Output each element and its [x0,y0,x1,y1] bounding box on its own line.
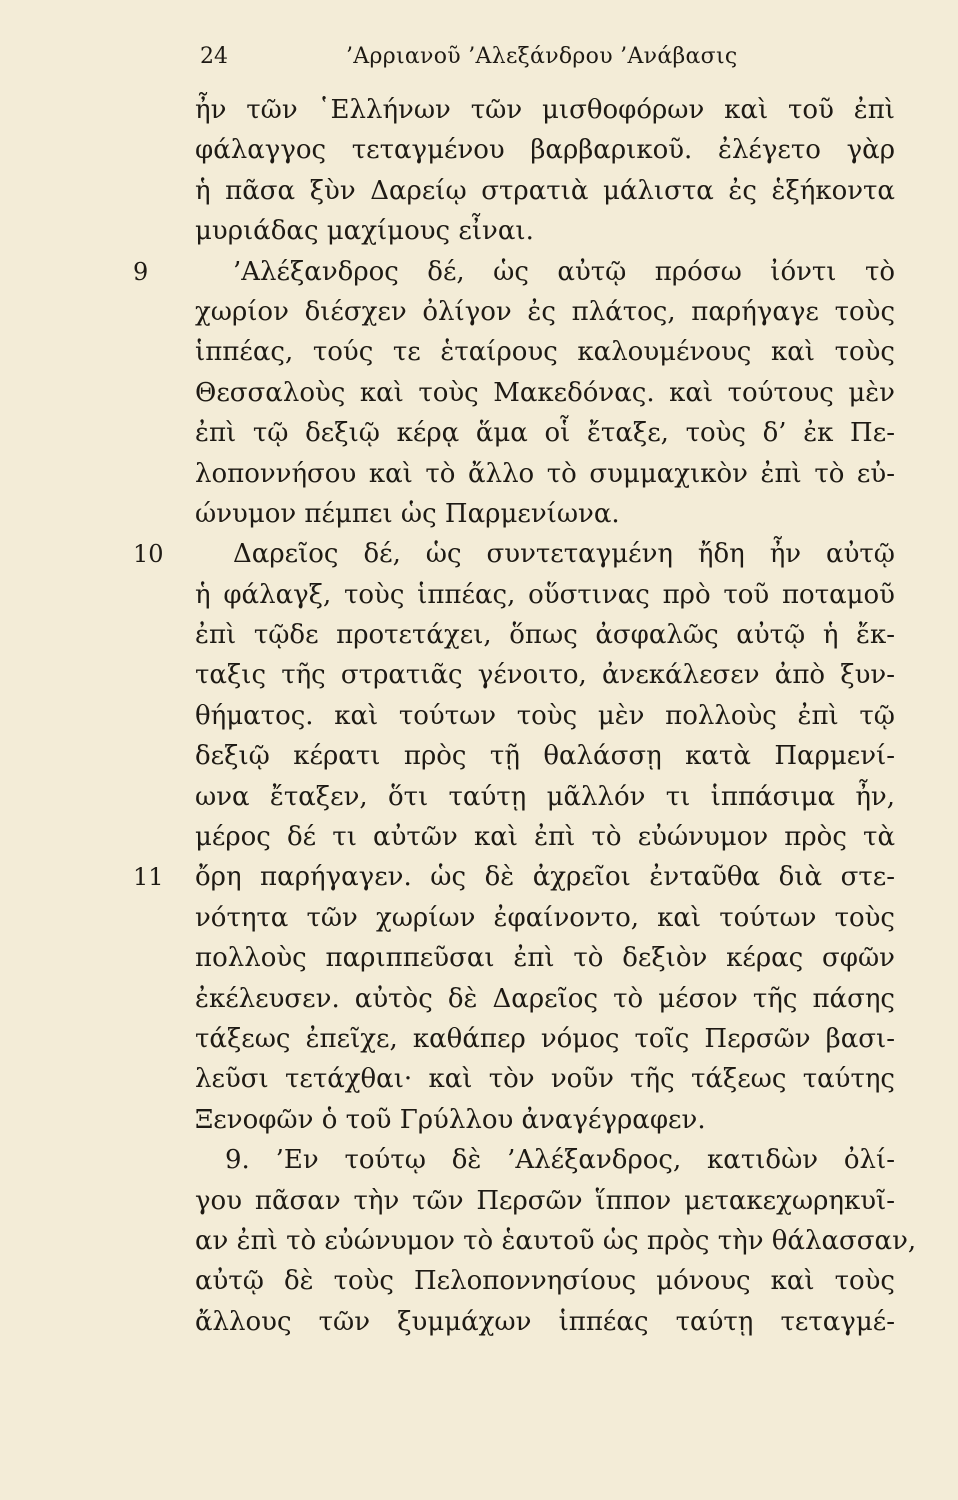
text-line [195,817,895,857]
text-line [195,1261,895,1301]
line-text: λοποννήσου καὶ τὸ ἄλλο τὸ συμμαχικὸν ἐπὶ τὸ εὐ- [195,458,895,489]
text-line [195,413,895,453]
text-line [195,373,895,413]
text-line [133,534,895,574]
text-line [195,575,895,615]
text-line [195,1059,895,1099]
text-line [195,1140,895,1180]
text-line [195,454,895,494]
line-text: ἄλλους τῶν ξυμμάχων ἱππέας ταύτῃ τεταγμέ- [195,1306,895,1337]
text-line [195,615,895,655]
text-line [195,736,895,776]
line-text: δεξιῷ κέρατι πρὸς τῇ θαλάσσῃ κατὰ Παρμενί- [195,741,895,772]
text-line [195,979,895,1019]
line-text: ἱππέας, τούς τε ἑταίρους καλουμένους καὶ τοὺς [195,337,895,368]
text-line [133,252,895,292]
line-text: ἦν τῶν ῾Ελλήνων τῶν μισθοφόρων καὶ τοῦ ἐπὶ [195,95,895,125]
text-line [195,130,895,170]
text-line [195,1302,895,1342]
line-text: Δαρεῖος δέ, ὡς συντεταγμένη ἤδη ἦν αὐτῷ [233,539,895,570]
line-text: ωνα ἔταξεν, ὅτι ταύτῃ μᾶλλόν τι ἱππάσιμα ἦν, [195,781,895,812]
line-text: χωρίον διέσχεν ὀλίγον ἐς πλάτος, παρήγαγε τοὺς [195,296,895,327]
text-line [195,332,895,372]
line-text: ὄρη παρήγαγεν. ὡς δὲ ἀχρεῖοι ἐνταῦθα διὰ στε- [195,862,895,893]
line-text: ἡ πᾶσα ξὺν Δαρείῳ στρατιὰ μάλιστα ἐς ἑξήκοντα [195,175,895,206]
line-text: ώνυμον πέμπει ὡς Παρμενίωνα. [195,498,620,529]
margin-section-number: 11 [133,863,164,892]
line-text: 9. ’Εν τούτῳ δὲ ’Αλέξανδρος, κατιδὼν ὀλί- [225,1145,895,1176]
line-text: Θεσσαλοὺς καὶ τοὺς Μακεδόνας. καὶ τούτους μὲν [195,377,895,408]
line-text: ἐκέλευσεν. αὐτὸς δὲ Δαρεῖος τὸ μέσον τῆς πάσης [195,983,895,1014]
text-line [195,171,895,211]
line-text: ἡ φάλαγξ, τοὺς ἱππέας, οὕστινας πρὸ τοῦ ποταμοῦ [195,579,895,610]
page-header [0,44,958,84]
line-text: ἐπὶ τῷ δεξιῷ κέρᾳ ἅμα οἷ ἔταξε, τοὺς δ’ ἐκ Πε- [195,418,895,449]
text-line [195,211,895,251]
line-text: πολλοὺς παριππεῦσαι ἐπὶ τὸ δεξιὸν κέρας σφῶν [195,943,895,974]
text-line [195,938,895,978]
line-text: φάλαγγος τεταγμένου βαρβαρικοῦ. ἐλέγετο γὰρ [195,135,895,166]
margin-section-number: 10 [133,540,164,569]
text-line [195,777,895,817]
page-number: 24 [200,44,228,69]
text-line [195,494,895,534]
text-line [195,898,895,938]
text-line [195,292,895,332]
line-text: μέρος δέ τι αὐτῶν καὶ ἐπὶ τὸ εὐώνυμον πρὸς τὰ [195,822,895,853]
line-text: ’Αλέξανδρος δέ, ὡς αὐτῷ πρόσω ἰόντι τὸ [233,256,895,287]
line-text: μυριάδας μαχίμους εἶναι. [195,216,534,247]
text-line [195,90,895,130]
line-text: ἐπὶ τῷδε προτετάχει, ὅπως ἀσφαλῶς αὐτῷ ἡ ἔκ- [195,620,895,651]
line-text: αὐτῷ δὲ τοὺς Πελοποννησίους μόνους καὶ τοὺς [195,1266,895,1297]
line-text: νότητα τῶν χωρίων ἐφαίνοντο, καὶ τούτων τοὺς [195,902,895,933]
text-line [195,696,895,736]
text-line [195,1100,895,1140]
text-line [195,1181,895,1221]
line-text: Ξενοφῶν ὁ τοῦ Γρύλλου ἀναγέγραφεν. [195,1104,706,1135]
line-text: αν ἐπὶ τὸ εὐώνυμον τὸ ἑαυτοῦ ὡς πρὸς τὴν θάλασσαν, [195,1225,917,1256]
body-text [133,90,917,1342]
line-text: ταξις τῆς στρατιᾶς γένοιτο, ἀνεκάλεσεν ἀπὸ ξυν- [195,660,895,691]
line-text: τάξεως ἐπεῖχε, καθάπερ νόμος τοῖς Περσῶν βασι- [195,1023,895,1054]
text-line [195,655,895,695]
line-text: γου πᾶσαν τὴν τῶν Περσῶν ἵππον μετακεχωρηκυῖ- [195,1185,895,1216]
text-line [195,1019,895,1059]
running-title: ’Αρριανοῦ ’Αλεξάνδρου ’Ανάβασις [346,44,738,69]
line-text: θήματος. καὶ τούτων τοὺς μὲν πολλοὺς ἐπὶ τῷ [195,700,895,731]
line-text: λεῦσι τετάχθαι· καὶ τὸν νοῦν τῆς τάξεως ταύτης [195,1064,895,1095]
text-line [133,857,895,897]
margin-section-number: 9 [133,257,149,286]
text-line [195,1221,917,1261]
